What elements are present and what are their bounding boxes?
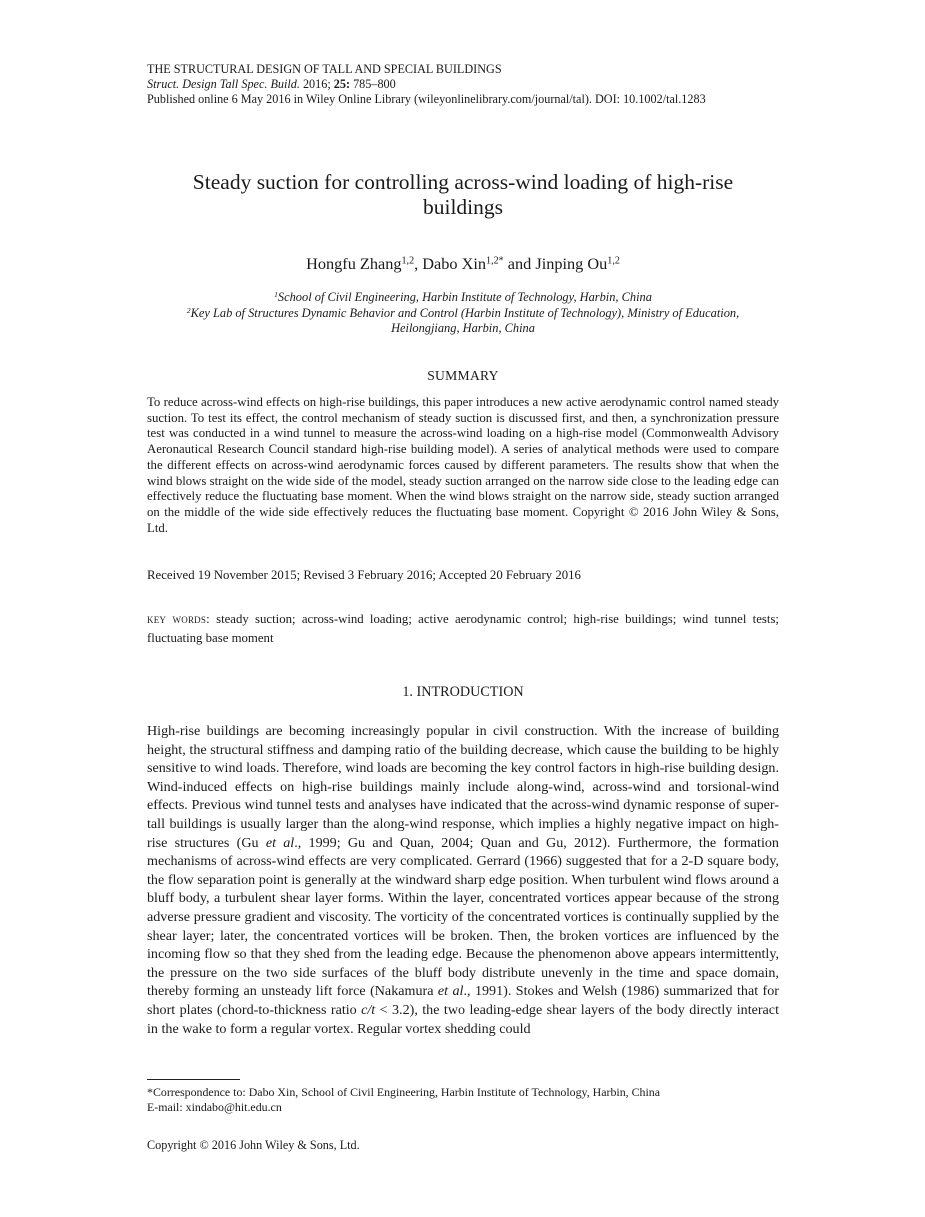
footnote-divider (147, 1079, 240, 1080)
author-affil-sup: 1,2* (486, 255, 504, 267)
intro-text: High-rise buildings are becoming increasingly popular in civil construction. With the increase of building height, the structural stiffness and damping ratio of the building decrease, which cause the building to be highly sensitive to wind loads. Therefore, wind loads are becoming the key control factors in high-rise building design. Wind-induced effects on high-rise buildings mainly include along-wind, across-wind and torsional-wind effects. Previous wind tunnel tests and analyses have indicated that the across-wind dynamic response of super-tall buildings is usually larger than the along-wind response, which implies a highly negative impact on high-rise structures (Gu (147, 723, 779, 851)
author-list (147, 254, 779, 274)
author-name: Dabo Xin (422, 254, 487, 273)
journal-header (147, 62, 779, 107)
author-name: Jinping Ou (535, 254, 608, 273)
citation-year: 2016; (299, 77, 334, 91)
author-sep: , (414, 254, 423, 273)
author-sep: and (503, 254, 536, 273)
affiliations (147, 290, 779, 337)
paper-page (147, 62, 779, 1152)
keywords-label: key words: (147, 612, 210, 626)
author-name: Hongfu Zhang (306, 254, 402, 273)
affiliation-sup: 2 (186, 305, 191, 315)
author-affil-sup: 1,2 (607, 255, 620, 267)
intro-italic: et al (265, 834, 295, 851)
affiliation-1 (147, 290, 779, 306)
introduction-paragraph (147, 722, 779, 1038)
footnote-correspondence: *Correspondence to: Dabo Xin, School of Civil Engineering, Harbin Institute of Technology, Harbin, China (147, 1085, 661, 1099)
journal-name: THE STRUCTURAL DESIGN OF TALL AND SPECIAL BUILDINGS (147, 62, 502, 76)
title-line-1: Steady suction for controlling across-wind loading of high-rise (192, 170, 734, 194)
intro-italic: et al (437, 983, 464, 1000)
citation-abbrev: Struct. Design Tall Spec. Build. (147, 77, 300, 91)
affiliation-text: Key Lab of Structures Dynamic Behavior and Control (Harbin Institute of Technology), Ministry of Education, (190, 305, 740, 320)
intro-text: ., 1999; Gu and Quan, 2004; Quan and Gu, 2012). Furthermore, the formation mechanisms of across-wind effects are very complicated. Gerrard (1966) suggested that for a 2-D square body, the flow separation point is generally at the windward sharp edge position. When turbulent wind flows around a bluff body, a turbulent shear layer forms. Within the layer, concentrated vortices appear because of the strong adverse pressure gradient and viscosity. The vorticity of the concentrated vortices is continually supplied by the shear layer; later, the concentrated vortices will be broken. Then, the broken vortices are influenced by the incoming flow so that they shed from the leading edge. Because the phenomenon above appears intermittently, the pressure on the two side surfaces of the bluff body distribute unevenly in the time and space domain, thereby forming an unsteady lift force (Nakamura (147, 834, 779, 1000)
keywords-text: steady suction; across-wind loading; active aerodynamic control; high-rise buildings; wind tunnel tests; fluctuating base moment (147, 612, 779, 645)
section-heading-introduction: 1. INTRODUCTION (402, 684, 524, 700)
affiliation-text: School of Civil Engineering, Harbin Institute of Technology, Harbin, China (277, 290, 652, 304)
citation-volume: 25: (333, 77, 351, 91)
paper-title (137, 170, 789, 220)
affiliation-sup: 1 (274, 289, 278, 299)
journal-citation (147, 77, 779, 92)
affiliation-2 (147, 306, 779, 322)
affiliation-2-cont: Heilongjiang, Harbin, China (391, 321, 535, 335)
intro-text: < 3.2), the two leading-edge shear layers of the body directly interact in the wake to form a regular vortex. Regular vortex shedding could (147, 1001, 779, 1037)
intro-italic: c/t (361, 1001, 376, 1018)
intro-text: ., 1991). Stokes and Welsh (1986) summarized that for short plates (chord-to-thickness ratio (147, 983, 779, 1018)
footnote-email: E-mail: xindabo@hit.edu.cn (147, 1100, 282, 1114)
journal-published: Published online 6 May 2016 in Wiley Online Library (wileyonlinelibrary.com/journal/tal). DOI: 10.1002/tal.1283 (147, 92, 706, 106)
summary-text: To reduce across-wind effects on high-rise buildings, this paper introduces a new active aerodynamic control named steady suction. To test its effect, the control mechanism of steady suction is discussed first, and then, a synchronization pressure test was conducted in a wind tunnel to measure the across-wind loading on a high-rise model (Commonwealth Advisory Aeronautical Research Council standard high-rise building model). A series of analytical methods were used to compare the different effects on across-wind aerodynamic forces caused by different parameters. The results show that when the wind blows straight on the wide side of the model, steady suction arranged on the narrow side close to the leading edge can effectively reduce the fluctuating base moment. When the wind blows straight on the narrow side, steady suction arranged on the middle of the wide side effectively reduces the fluctuating base moment. Copyright © 2016 John Wiley & Sons, Ltd. (147, 395, 779, 535)
author-affil-sup: 1,2 (401, 255, 415, 267)
correspondence-footnote (147, 1085, 779, 1115)
copyright-notice: Copyright © 2016 John Wiley & Sons, Ltd. (147, 1138, 360, 1152)
received-dates: Received 19 November 2015; Revised 3 February 2016; Accepted 20 February 2016 (147, 568, 581, 582)
summary-heading: SUMMARY (427, 368, 499, 383)
keywords (147, 610, 779, 647)
citation-pages: 785–800 (350, 77, 396, 91)
title-line-2: buildings (422, 195, 504, 219)
